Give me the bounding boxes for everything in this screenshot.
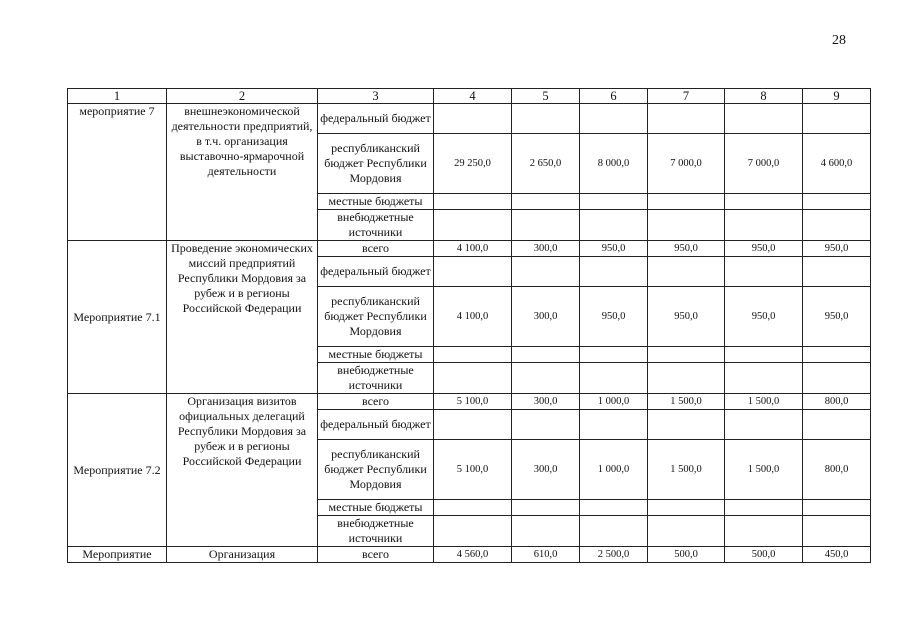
value-cell: 500,0 (725, 547, 803, 563)
column-header: 5 (512, 89, 580, 104)
value-cell: 500,0 (648, 547, 725, 563)
value-cell (580, 363, 648, 394)
funding-source-cell: всего (318, 241, 434, 257)
column-header: 6 (580, 89, 648, 104)
value-cell (512, 500, 580, 516)
value-cell (648, 104, 725, 134)
value-cell (648, 210, 725, 241)
value-cell: 950,0 (803, 287, 871, 347)
funding-source-cell: республиканский бюджет Республики Мордовия (318, 287, 434, 347)
value-cell (648, 257, 725, 287)
value-cell: 450,0 (803, 547, 871, 563)
value-cell: 1 500,0 (725, 394, 803, 410)
value-cell (434, 500, 512, 516)
value-cell (725, 257, 803, 287)
funding-source-cell: местные бюджеты (318, 194, 434, 210)
activity-cell: мероприятие 7 (68, 104, 167, 241)
value-cell (580, 257, 648, 287)
value-cell: 950,0 (580, 287, 648, 347)
value-cell: 4 600,0 (803, 134, 871, 194)
column-header: 7 (648, 89, 725, 104)
value-cell: 300,0 (512, 394, 580, 410)
value-cell (580, 347, 648, 363)
value-cell: 2 500,0 (580, 547, 648, 563)
value-cell: 5 100,0 (434, 440, 512, 500)
value-cell (580, 500, 648, 516)
value-cell: 950,0 (648, 241, 725, 257)
value-cell (434, 410, 512, 440)
value-cell (725, 410, 803, 440)
table-row (68, 104, 871, 134)
value-cell: 4 100,0 (434, 241, 512, 257)
header-row (68, 89, 871, 104)
value-cell (803, 194, 871, 210)
value-cell (725, 363, 803, 394)
value-cell: 1 000,0 (580, 440, 648, 500)
value-cell (803, 104, 871, 134)
value-cell (434, 210, 512, 241)
value-cell (434, 104, 512, 134)
value-cell (648, 500, 725, 516)
value-cell: 300,0 (512, 440, 580, 500)
value-cell (512, 194, 580, 210)
value-cell (512, 104, 580, 134)
table-row (68, 547, 871, 563)
value-cell (648, 194, 725, 210)
value-cell (803, 363, 871, 394)
value-cell (512, 210, 580, 241)
value-cell (725, 210, 803, 241)
value-cell: 1 500,0 (725, 440, 803, 500)
value-cell: 800,0 (803, 440, 871, 500)
value-cell (512, 516, 580, 547)
value-cell: 7 000,0 (648, 134, 725, 194)
value-cell: 950,0 (725, 241, 803, 257)
funding-source-cell: республиканский бюджет Республики Мордовия (318, 134, 434, 194)
description-cell: Организация (167, 547, 318, 563)
value-cell: 2 650,0 (512, 134, 580, 194)
activity-cell: Мероприятие 7.2 (68, 394, 167, 547)
activity-cell: Мероприятие 7.1 (68, 241, 167, 394)
column-header: 9 (803, 89, 871, 104)
value-cell (434, 347, 512, 363)
value-cell: 300,0 (512, 241, 580, 257)
column-header: 4 (434, 89, 512, 104)
funding-source-cell: всего (318, 547, 434, 563)
value-cell (803, 347, 871, 363)
value-cell (725, 104, 803, 134)
value-cell (434, 363, 512, 394)
value-cell (648, 347, 725, 363)
page-number: 28 (832, 33, 846, 48)
description-cell: внешнеэкономической деятельности предприятий, в т.ч. организация выставочно-ярмарочной деятельности (167, 104, 318, 241)
value-cell (725, 194, 803, 210)
value-cell (725, 347, 803, 363)
value-cell: 8 000,0 (580, 134, 648, 194)
value-cell (512, 257, 580, 287)
description-cell: Организация визитов официальных делегаций Республики Мордовия за рубеж и в регионы Российской Федерации (167, 394, 318, 547)
value-cell (434, 257, 512, 287)
value-cell (725, 500, 803, 516)
budget-table (67, 88, 871, 563)
funding-source-cell: местные бюджеты (318, 500, 434, 516)
table-row (68, 394, 871, 410)
value-cell (512, 410, 580, 440)
value-cell (648, 516, 725, 547)
value-cell (803, 210, 871, 241)
value-cell: 7 000,0 (725, 134, 803, 194)
table-row (68, 241, 871, 257)
value-cell: 1 500,0 (648, 440, 725, 500)
funding-source-cell: федеральный бюджет (318, 257, 434, 287)
value-cell: 4 100,0 (434, 287, 512, 347)
value-cell (434, 194, 512, 210)
activity-cell: Мероприятие (68, 547, 167, 563)
value-cell (580, 210, 648, 241)
value-cell: 950,0 (803, 241, 871, 257)
value-cell: 1 000,0 (580, 394, 648, 410)
funding-source-cell: федеральный бюджет (318, 410, 434, 440)
funding-source-cell: всего (318, 394, 434, 410)
value-cell: 29 250,0 (434, 134, 512, 194)
column-header: 8 (725, 89, 803, 104)
value-cell: 1 500,0 (648, 394, 725, 410)
funding-source-cell: местные бюджеты (318, 347, 434, 363)
value-cell (725, 516, 803, 547)
value-cell (512, 363, 580, 394)
funding-source-cell: внебюджетные источники (318, 210, 434, 241)
value-cell: 950,0 (580, 241, 648, 257)
value-cell: 300,0 (512, 287, 580, 347)
value-cell: 950,0 (648, 287, 725, 347)
value-cell: 4 560,0 (434, 547, 512, 563)
value-cell (434, 516, 512, 547)
value-cell (803, 516, 871, 547)
value-cell: 950,0 (725, 287, 803, 347)
value-cell (803, 500, 871, 516)
value-cell (580, 194, 648, 210)
funding-source-cell: внебюджетные источники (318, 516, 434, 547)
funding-source-cell: республиканский бюджет Республики Мордовия (318, 440, 434, 500)
funding-source-cell: внебюджетные источники (318, 363, 434, 394)
column-header: 2 (167, 89, 318, 104)
description-cell: Проведение экономических миссий предприятий Республики Мордовия за рубеж и в регионы Российской Федерации (167, 241, 318, 394)
value-cell: 5 100,0 (434, 394, 512, 410)
value-cell (648, 363, 725, 394)
value-cell (803, 410, 871, 440)
column-header: 3 (318, 89, 434, 104)
value-cell (580, 516, 648, 547)
value-cell: 800,0 (803, 394, 871, 410)
value-cell: 610,0 (512, 547, 580, 563)
value-cell (803, 257, 871, 287)
funding-source-cell: федеральный бюджет (318, 104, 434, 134)
value-cell (580, 104, 648, 134)
value-cell (648, 410, 725, 440)
value-cell (580, 410, 648, 440)
value-cell (512, 347, 580, 363)
column-header: 1 (68, 89, 167, 104)
